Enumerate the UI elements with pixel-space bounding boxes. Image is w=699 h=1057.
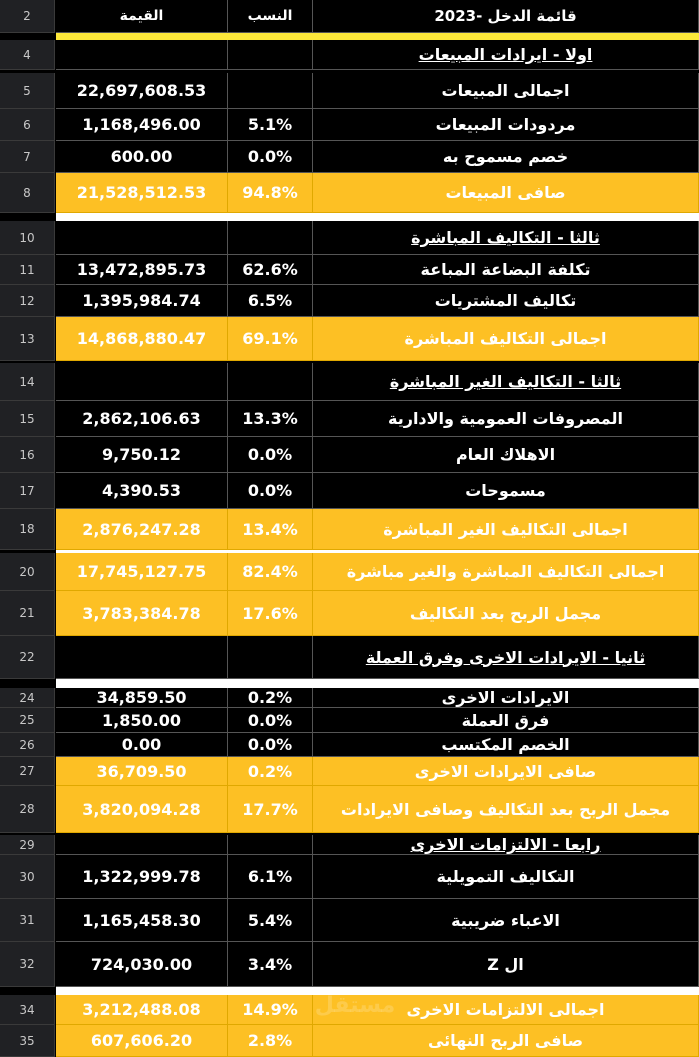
row-number[interactable]: 22 <box>0 636 55 679</box>
table-row <box>0 363 699 401</box>
value-cell[interactable]: 21,528,512.53 <box>56 173 228 213</box>
label-cell[interactable]: التكاليف التمويلية <box>313 855 699 899</box>
percent-cell[interactable]: 0.2% <box>228 688 313 708</box>
percent-cell[interactable]: 6.5% <box>228 285 313 317</box>
row-number[interactable]: 24 <box>0 688 55 708</box>
table-row <box>0 255 699 285</box>
value-cell[interactable]: 17,745,127.75 <box>56 553 228 591</box>
table-row <box>0 591 699 636</box>
table-row <box>0 1025 699 1057</box>
row-separator <box>56 679 699 688</box>
value-cell[interactable]: 1,322,999.78 <box>56 855 228 899</box>
row-number[interactable]: 5 <box>0 73 55 109</box>
value-cell[interactable]: 4,390.53 <box>56 473 228 509</box>
row-number[interactable]: 6 <box>0 109 55 141</box>
label-cell[interactable]: الاعباء ضريبية <box>313 899 699 942</box>
row-number[interactable]: 10 <box>0 221 55 255</box>
percent-column-header[interactable]: النسب <box>228 0 313 33</box>
row-number[interactable]: 14 <box>0 363 55 401</box>
table-row <box>0 786 699 833</box>
label-cell[interactable]: الاهلاك العام <box>313 437 699 473</box>
percent-cell[interactable]: 5.1% <box>228 109 313 141</box>
row-number[interactable]: 17 <box>0 473 55 509</box>
row-number[interactable]: 35 <box>0 1025 55 1057</box>
table-row <box>0 855 699 899</box>
row-number[interactable]: 15 <box>0 401 55 437</box>
value-cell[interactable] <box>56 363 228 401</box>
row-number[interactable]: 2 <box>0 0 55 33</box>
percent-cell[interactable]: 14.9% <box>228 995 313 1025</box>
table-row <box>0 401 699 437</box>
percent-cell[interactable]: 0.0% <box>228 473 313 509</box>
value-cell[interactable]: 1,395,984.74 <box>56 285 228 317</box>
label-cell[interactable]: رابعا - الالتزامات الاخرى <box>313 835 699 855</box>
row-number[interactable]: 18 <box>0 509 55 550</box>
label-cell[interactable]: خصم مسموح به <box>313 141 699 173</box>
value-cell[interactable]: 600.00 <box>56 141 228 173</box>
value-cell[interactable]: 0.00 <box>56 733 228 757</box>
value-cell[interactable]: 607,606.20 <box>56 1025 228 1057</box>
row-number[interactable]: 11 <box>0 255 55 285</box>
percent-cell[interactable] <box>228 363 313 401</box>
percent-cell[interactable] <box>228 835 313 855</box>
table-row <box>0 73 699 109</box>
percent-cell[interactable]: 6.1% <box>228 855 313 899</box>
value-cell[interactable]: 3,212,488.08 <box>56 995 228 1025</box>
label-cell[interactable]: الايرادات الاخرى <box>313 688 699 708</box>
percent-cell[interactable] <box>228 636 313 679</box>
percent-cell[interactable] <box>228 73 313 109</box>
value-cell[interactable]: 9,750.12 <box>56 437 228 473</box>
label-cell[interactable]: ثالثا - التكاليف المباشرة <box>313 221 699 255</box>
value-cell[interactable]: 3,783,384.78 <box>56 591 228 636</box>
label-cell[interactable]: صافى الربح النهائى <box>313 1025 699 1057</box>
header-row <box>0 0 699 33</box>
value-cell[interactable]: 724,030.00 <box>56 942 228 987</box>
row-number[interactable]: 28 <box>0 786 55 833</box>
table-row <box>0 733 699 757</box>
row-number[interactable]: 21 <box>0 591 55 636</box>
percent-cell[interactable]: 2.8% <box>228 1025 313 1057</box>
label-cell[interactable]: صافى المبيعات <box>313 173 699 213</box>
percent-cell[interactable]: 17.7% <box>228 786 313 833</box>
value-cell[interactable]: 3,820,094.28 <box>56 786 228 833</box>
label-cell[interactable]: المصروفات العمومية والادارية <box>313 401 699 437</box>
label-cell[interactable]: ثانيا - الايرادات الاخرى وفرق العملة <box>313 636 699 679</box>
table-row <box>0 141 699 173</box>
label-cell[interactable]: صافى الايرادات الاخرى <box>313 757 699 786</box>
label-cell[interactable]: مسموحات <box>313 473 699 509</box>
percent-cell[interactable]: 13.4% <box>228 509 313 550</box>
table-row <box>0 473 699 509</box>
percent-cell[interactable]: 94.8% <box>228 173 313 213</box>
percent-cell[interactable]: 82.4% <box>228 553 313 591</box>
label-cell[interactable]: اجمالى الالتزامات الاخرى <box>313 995 699 1025</box>
row-number[interactable]: 26 <box>0 733 55 757</box>
label-cell[interactable]: اجمالى التكاليف المباشرة <box>313 317 699 361</box>
value-cell[interactable]: 22,697,608.53 <box>56 73 228 109</box>
table-row <box>0 835 699 855</box>
table-row <box>0 708 699 733</box>
row-number[interactable]: 29 <box>0 835 55 855</box>
value-cell[interactable] <box>56 221 228 255</box>
percent-cell[interactable] <box>228 221 313 255</box>
row-separator <box>56 987 699 995</box>
row-number[interactable]: 30 <box>0 855 55 899</box>
label-cell[interactable]: الخصم المكتسب <box>313 733 699 757</box>
value-cell[interactable]: 2,862,106.63 <box>56 401 228 437</box>
table-row <box>0 40 699 70</box>
table-row <box>0 942 699 987</box>
percent-cell[interactable]: 0.0% <box>228 708 313 733</box>
value-cell[interactable]: 14,868,880.47 <box>56 317 228 361</box>
row-number[interactable]: 8 <box>0 173 55 213</box>
value-cell[interactable]: 36,709.50 <box>56 757 228 786</box>
value-column-header[interactable]: القيمة <box>56 0 228 33</box>
percent-cell[interactable]: 13.3% <box>228 401 313 437</box>
row-number[interactable]: 7 <box>0 141 55 173</box>
label-cell[interactable]: ثالثا - التكاليف الغير المباشرة <box>313 363 699 401</box>
percent-cell[interactable] <box>228 40 313 70</box>
row-number[interactable]: 32 <box>0 942 55 987</box>
label-cell[interactable]: تكلفة البضاعة المباعة <box>313 255 699 285</box>
value-cell[interactable]: 13,472,895.73 <box>56 255 228 285</box>
label-cell[interactable]: مجمل الربح بعد التكاليف <box>313 591 699 636</box>
row-number[interactable]: 27 <box>0 757 55 786</box>
row-number[interactable]: 16 <box>0 437 55 473</box>
value-cell[interactable]: 1,168,496.00 <box>56 109 228 141</box>
table-row <box>0 757 699 786</box>
label-cell[interactable]: مجمل الربح بعد التكاليف وصافى الايرادات <box>313 786 699 833</box>
table-row <box>0 437 699 473</box>
row-number[interactable]: 25 <box>0 708 55 733</box>
row-number[interactable]: 34 <box>0 995 55 1025</box>
table-row <box>0 899 699 942</box>
percent-cell[interactable]: 17.6% <box>228 591 313 636</box>
row-number[interactable]: 13 <box>0 317 55 361</box>
table-row <box>0 509 699 550</box>
value-cell[interactable] <box>56 636 228 679</box>
statement-title-cell[interactable]: قائمة الدخل -2023 <box>313 0 699 33</box>
table-row <box>0 553 699 591</box>
value-cell[interactable] <box>56 40 228 70</box>
label-cell[interactable]: اجمالى المبيعات <box>313 73 699 109</box>
row-number[interactable]: 12 <box>0 285 55 317</box>
label-cell[interactable]: اجمالى التكاليف الغير المباشرة <box>313 509 699 550</box>
value-cell[interactable] <box>56 835 228 855</box>
row-separator <box>56 213 699 221</box>
table-row <box>0 317 699 361</box>
row-number[interactable]: 20 <box>0 553 55 591</box>
value-cell[interactable]: 1,850.00 <box>56 708 228 733</box>
row-separator <box>56 550 699 553</box>
percent-cell[interactable]: 0.0% <box>228 437 313 473</box>
percent-cell[interactable]: 0.0% <box>228 141 313 173</box>
value-cell[interactable]: 2,876,247.28 <box>56 509 228 550</box>
value-cell[interactable]: 34,859.50 <box>56 688 228 708</box>
label-cell[interactable]: ال Z <box>313 942 699 987</box>
table-row <box>0 285 699 317</box>
percent-cell[interactable]: 3.4% <box>228 942 313 987</box>
percent-cell[interactable]: 62.6% <box>228 255 313 285</box>
value-cell[interactable]: 1,165,458.30 <box>56 899 228 942</box>
table-row <box>0 109 699 141</box>
row-separator <box>56 33 699 40</box>
table-row <box>0 995 699 1025</box>
table-row <box>0 221 699 255</box>
label-cell[interactable]: اولا - ايرادات المبيعات <box>313 40 699 70</box>
label-cell[interactable]: اجمالى التكاليف المباشرة والغير مباشرة <box>313 553 699 591</box>
percent-cell[interactable]: 0.2% <box>228 757 313 786</box>
table-row <box>0 173 699 213</box>
table-row <box>0 636 699 679</box>
percent-cell[interactable]: 69.1% <box>228 317 313 361</box>
row-number[interactable]: 31 <box>0 899 55 942</box>
row-number[interactable]: 4 <box>0 40 55 70</box>
label-cell[interactable]: مردودات المبيعات <box>313 109 699 141</box>
label-cell[interactable]: فرق العملة <box>313 708 699 733</box>
label-cell[interactable]: تكاليف المشتريات <box>313 285 699 317</box>
table-row <box>0 688 699 708</box>
percent-cell[interactable]: 0.0% <box>228 733 313 757</box>
percent-cell[interactable]: 5.4% <box>228 899 313 942</box>
